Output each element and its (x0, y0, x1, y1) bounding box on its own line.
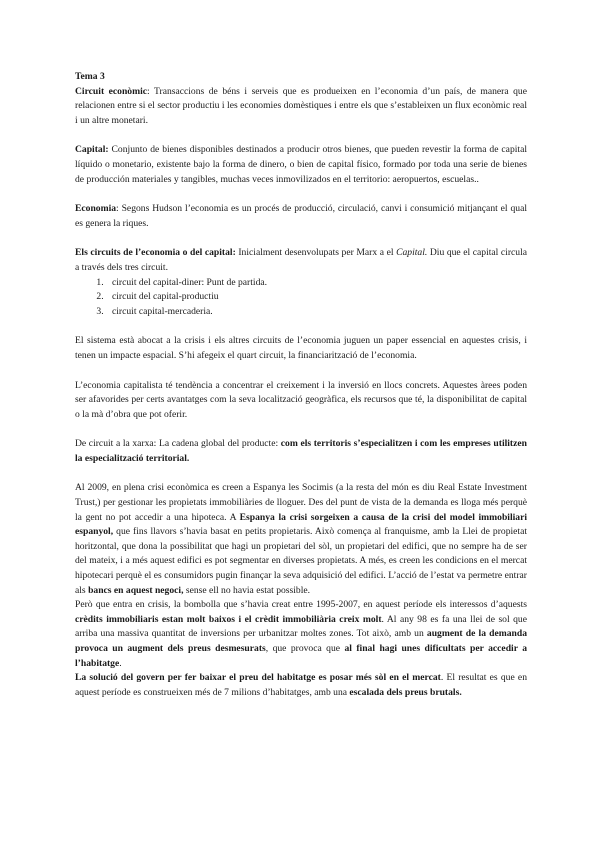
paragraph-xarxa (75, 437, 527, 466)
bold-segment: crèdits immobiliaris estan molt baixos i el crèdit immobiliària creix molt (75, 613, 382, 625)
bold-segment: augment de la demanda provoca un augment dels preus desmesurats (75, 628, 528, 654)
text-segment: , que provoca que (265, 643, 345, 654)
circuits-list (75, 276, 527, 320)
paragraph-circuits (75, 246, 527, 275)
text-segment: Inicialment desenvolupats per Marx a el (235, 247, 397, 259)
bold-segment: escalada dels preus brutals. (349, 686, 462, 698)
bold-segment: La solució del govern per fer baixar el preu del habitatge es posar més sòl en el mercat (75, 672, 441, 684)
paragraph-capital (75, 143, 527, 187)
page-title: Tema 3 (75, 71, 105, 82)
text-segment: . (119, 657, 122, 669)
bold-segment: al final hagi unes dificultats per accedir a l’habitatge (75, 643, 528, 669)
bold-segment: bancs en aquest negoci, (88, 584, 184, 596)
paragraph-crisis: El sistema està abocat a la crisis i els altres circuits de l’economia juguen un paper essencial en aquestes crisis, i tenen un impacte espacial. S’hi afegeix el quart circuit, la financiarització de l’economia. (75, 335, 527, 361)
term-economia: Economia (75, 203, 117, 215)
paragraph-solucio (75, 671, 527, 700)
term-circuits: Els circuits de l’economia o del capital: (75, 247, 236, 259)
text-segment: que fins llavors s’havia basat en petits propietaris. Això comença al franquisme, amb la Llei de propietat horitzontal, que dona la possibilitat que hagi un propietari del sòl, un propietari del edifici, que no sempre ha de ser del mateix, i a més aquest edifici es pot segmentar en diverses propietats. A més, es creen les condicions en el mercat hipotecari perquè el es consumidors pugin finançar la seva adquisició del edifici. L’acció de l’estat va permetre entrar als (75, 526, 527, 596)
text-segment: De circuit a la xarxa: La cadena global del producte: (75, 438, 281, 450)
list-item: 2. circuit del capital-productiu (106, 290, 527, 305)
definition-text: : Segons Hudson l’economia es un procés de producció, circulació, canvi i consumició mitjançant el qual es genera la riques. (75, 203, 527, 229)
paragraph-economia (75, 202, 527, 231)
paragraph-bombolla (75, 598, 527, 671)
italic-capital: Capital. (396, 247, 428, 259)
bold-segment: Espanya la crisi sorgeixen a causa de la crisi del model immobiliari espanyol, (75, 511, 527, 538)
text-segment: sense ell no havia estat possible. (183, 584, 311, 596)
term-circuit-economic: Circuit econòmic (75, 85, 147, 97)
text-segment: Però que entra en crisis, la bombolla que s’havia creat entre 1995-2007, en aquest període els interessos d’aquests (75, 599, 527, 611)
list-item: 1. circuit del capital-diner: Punt de partida. (106, 276, 527, 291)
paragraph-concentracio: L’economia capitalista té tendència a concentrar el creixement i la inversió en llocs concrets. Aquestes àrees poden ser afavorides per certs avantatges com la seva localització geogràfica, els recursos que té, la disponibilitat de capital o la mà d’obra que pot oferir. (75, 379, 527, 420)
text-segment: Al 2009, en plena crisi econòmica es creen a Espanya les Socimis (a la resta del món es diu Real Estate Investment Trust,) per gestionar les propietats immobiliàries de lloguer. Des del punt de vista de la demanda es lloga més perquè la gent no pot accedir a una hipoteca. A (75, 482, 527, 523)
text-segment: . El resultat es que en aquest període es construeixen més de 7 milions d’habitatges, amb una (75, 672, 527, 698)
bold-especialitzacio: com els territoris s’especialitzen i com les empreses utilitzen la especialització territorial. (75, 438, 527, 464)
paragraph-circuit-economic (75, 85, 527, 129)
term-capital: Capital: (75, 144, 109, 156)
definition-text: Conjunto de bienes disponibles destinados a producir otros bienes, que pueden revestir la forma de capital líquido o monetario, existente bajo la forma de dinero, o bien de capital físico, formado por toda una serie de bienes de producción materiales y tangibles, muchas veces inmovilizados en el territorio: aeropuertos, escuelas.. (75, 144, 527, 185)
paragraph-socimis (75, 481, 527, 598)
document-body (75, 70, 527, 700)
list-item: 3. circuit capital-mercaderia. (106, 305, 527, 320)
text-segment: Diu que el capital circula a través dels tres circuit. (75, 247, 528, 273)
definition-text: : Transaccions de béns i serveis que es produeixen en l’economia d’un país, de manera que relacionen entre si el sector productiu i les economies domèstiques i entre els que s’estableixen un flux econòmic real i un altre monetari. (75, 85, 527, 126)
text-segment: . Al any 98 es fa una llei de sol que arriba una massiva quantitat de inversions per urbanitzar moltes zones. Tot això, amb un (75, 613, 527, 640)
